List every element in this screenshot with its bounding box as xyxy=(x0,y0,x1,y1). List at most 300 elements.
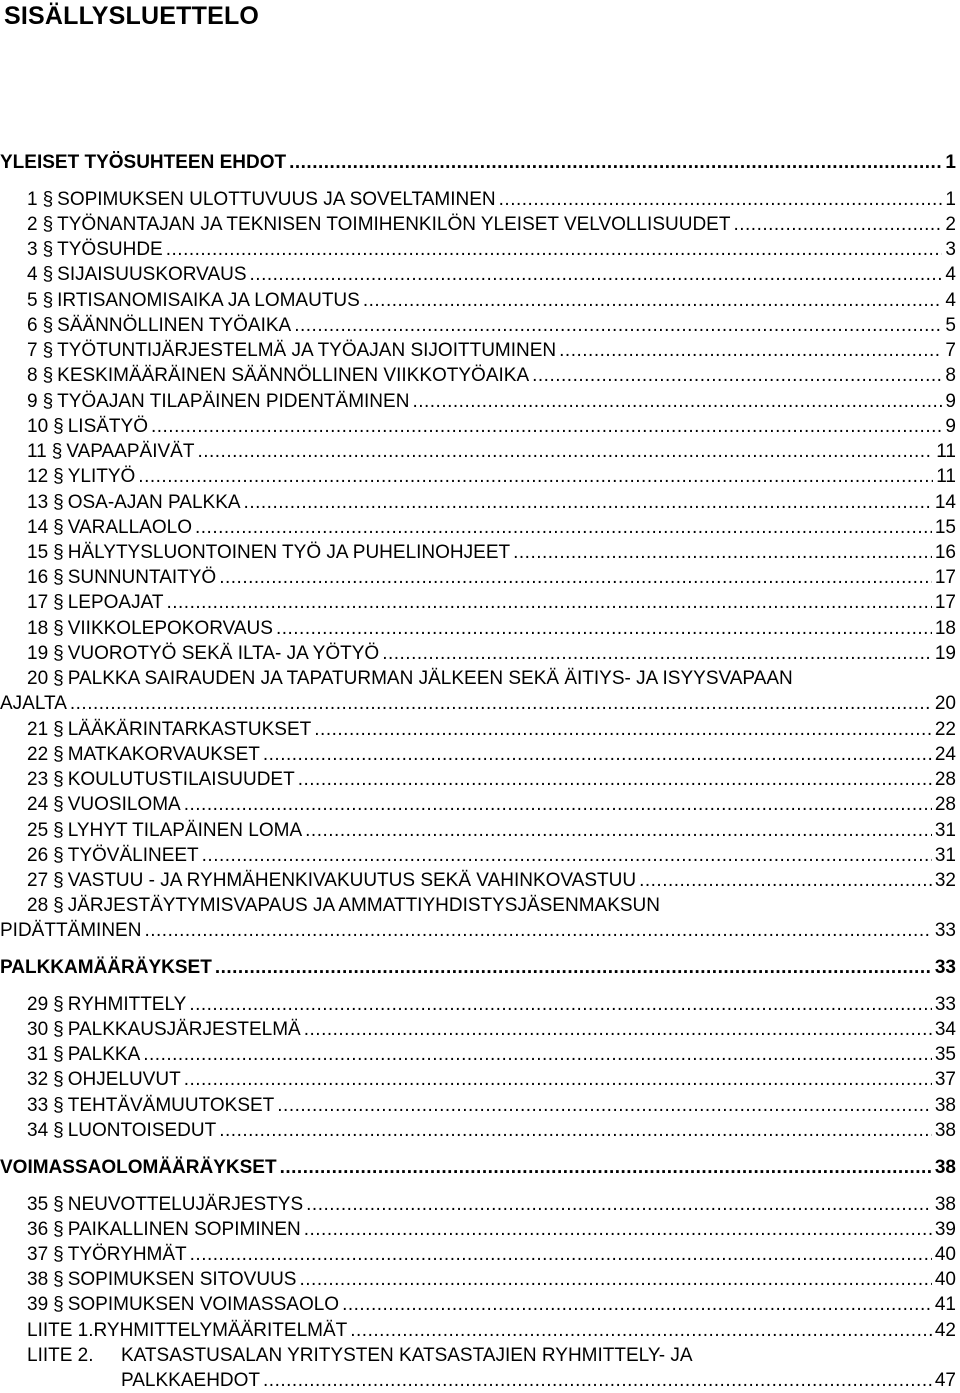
toc-row xyxy=(0,992,956,1017)
toc-row xyxy=(0,1093,956,1118)
section-number: 34 xyxy=(27,1120,49,1141)
entry-title: VUOSILOMA xyxy=(67,794,181,815)
toc-entry[interactable] xyxy=(0,641,956,666)
dot-leader xyxy=(189,992,932,1017)
dot-leader xyxy=(294,313,942,338)
section-number: 27 xyxy=(27,870,49,891)
entry-title: TYÖRYHMÄT xyxy=(67,1244,187,1265)
page-number: 47 xyxy=(934,1370,956,1391)
toc-row-continuation xyxy=(0,1368,956,1393)
section-symbol: § xyxy=(53,466,64,487)
section-number: 10 xyxy=(27,416,49,437)
section-number: 8 xyxy=(27,365,38,386)
dot-leader xyxy=(215,955,932,980)
toc-entry[interactable] xyxy=(0,742,956,767)
dot-leader xyxy=(143,1042,932,1067)
entry-title: VASTUU - JA RYHMÄHENKIVAKUUTUS SEKÄ VAHINKOVASTUU xyxy=(67,870,637,891)
dot-leader xyxy=(342,1292,932,1317)
entry-title: LÄÄKÄRINTARKASTUKSET xyxy=(67,719,312,740)
page-number: 1 xyxy=(945,152,956,173)
toc-row xyxy=(0,742,956,767)
toc-entry[interactable] xyxy=(0,237,956,262)
section-symbol: § xyxy=(53,1219,64,1240)
dot-leader xyxy=(513,540,932,565)
toc-row xyxy=(0,955,956,980)
section-symbol: § xyxy=(53,994,64,1015)
entry-title: NEUVOTTELUJÄRJESTYS xyxy=(67,1194,304,1215)
toc-entry[interactable] xyxy=(0,717,956,742)
toc-entry[interactable] xyxy=(0,464,956,489)
toc-entry[interactable] xyxy=(0,540,956,565)
page-number: 7 xyxy=(945,340,956,361)
toc-row xyxy=(0,288,956,313)
dot-leader xyxy=(639,868,932,893)
appendix-label: LIITE 1. xyxy=(27,1320,94,1341)
entry-title: JÄRJESTÄYTYMISVAPAUS JA AMMATTIYHDISTYSJÄSENMAKSUN xyxy=(67,895,660,916)
toc-heading[interactable] xyxy=(0,1155,956,1180)
toc-row-continuation xyxy=(0,918,956,943)
section-number: 35 xyxy=(27,1194,49,1215)
entry-title: YLITYÖ xyxy=(67,466,136,487)
toc-entry[interactable] xyxy=(0,262,956,287)
appendix-label: LIITE 2. xyxy=(27,1345,94,1366)
dot-leader xyxy=(559,338,942,363)
toc-row xyxy=(0,389,956,414)
dot-leader xyxy=(219,1118,932,1143)
dot-leader xyxy=(70,691,932,716)
section-number: 11 xyxy=(27,441,47,462)
dot-leader xyxy=(298,767,932,792)
section-number: 37 xyxy=(27,1244,49,1265)
page-number: 40 xyxy=(934,1244,956,1265)
toc-entry[interactable] xyxy=(0,992,956,1017)
entry-title: PALKKA SAIRAUDEN JA TAPATURMAN JÄLKEEN SEKÄ ÄITIYS- JA ISYYSVAPAAN xyxy=(67,668,793,689)
toc-heading[interactable] xyxy=(0,955,956,980)
entry-title: KATSASTUSALAN YRITYSTEN KATSASTAJIEN RYHMITTELY- JA xyxy=(121,1345,693,1366)
page-number: 20 xyxy=(934,693,956,714)
page-number: 38 xyxy=(934,1120,956,1141)
section-symbol: § xyxy=(42,340,54,361)
section-symbol: § xyxy=(53,744,64,765)
section-symbol: § xyxy=(53,1244,64,1265)
section-symbol: § xyxy=(53,592,64,613)
toc-row xyxy=(0,1242,956,1267)
toc-entry[interactable] xyxy=(0,1242,956,1267)
heading-title: PALKKAMÄÄRÄYKSET xyxy=(0,957,212,978)
section-symbol: § xyxy=(42,189,54,210)
toc-entry[interactable] xyxy=(0,767,956,792)
section-number: 36 xyxy=(27,1219,49,1240)
toc-entry[interactable] xyxy=(0,1267,956,1292)
toc-row xyxy=(0,439,956,464)
toc-entry[interactable] xyxy=(0,818,956,843)
page-number: 4 xyxy=(945,290,956,311)
dot-leader xyxy=(184,792,932,817)
toc-row xyxy=(0,490,956,515)
toc-row xyxy=(0,262,956,287)
page-number: 15 xyxy=(934,517,956,538)
entry-title: VUOROTYÖ SEKÄ ILTA- JA YÖTYÖ xyxy=(67,643,380,664)
dot-leader xyxy=(412,389,942,414)
entry-title: VARALLAOLO xyxy=(67,517,192,538)
section-symbol: § xyxy=(53,845,64,866)
dot-leader xyxy=(733,212,942,237)
section-number: 26 xyxy=(27,845,49,866)
section-symbol: § xyxy=(53,1044,64,1065)
toc-row xyxy=(0,1217,956,1242)
section-number: 38 xyxy=(27,1269,49,1290)
toc-row xyxy=(0,767,956,792)
entry-title-continuation: PIDÄTTÄMINEN xyxy=(0,920,142,941)
page-number: 42 xyxy=(934,1320,956,1341)
dot-leader xyxy=(363,288,943,313)
page-number: 4 xyxy=(945,264,956,285)
toc-row xyxy=(0,641,956,666)
entry-title: SIJAISUUSKORVAUS xyxy=(57,264,247,285)
section-symbol: § xyxy=(53,567,64,588)
entry-title: OSA-AJAN PALKKA xyxy=(67,492,241,513)
entry-title-continuation: PALKKAEHDOT xyxy=(121,1370,261,1391)
section-symbol: § xyxy=(53,1194,64,1215)
section-symbol: § xyxy=(42,239,54,260)
toc-row xyxy=(0,893,956,918)
dot-leader xyxy=(250,262,943,287)
dot-leader xyxy=(219,565,932,590)
section-number: 7 xyxy=(27,340,38,361)
toc-entry[interactable] xyxy=(0,868,956,893)
page-number: 38 xyxy=(934,1194,956,1215)
entry-title: IRTISANOMISAIKA JA LOMAUTUS xyxy=(57,290,360,311)
page-number: 32 xyxy=(934,870,956,891)
toc-row xyxy=(0,338,956,363)
dot-leader xyxy=(350,1318,932,1343)
toc-entry[interactable] xyxy=(0,666,956,716)
dot-leader xyxy=(166,237,943,262)
toc-entry[interactable] xyxy=(0,893,956,943)
page-number: 28 xyxy=(934,794,956,815)
toc-row xyxy=(0,843,956,868)
page-title: SISÄLLYSLUETTELO xyxy=(4,2,260,30)
entry-title: KOULUTUSTILAISUUDET xyxy=(67,769,295,790)
dot-leader xyxy=(280,1155,932,1180)
dot-leader xyxy=(306,1192,932,1217)
toc-entry[interactable] xyxy=(0,187,956,212)
toc-entry[interactable] xyxy=(0,1292,956,1317)
section-symbol: § xyxy=(53,870,64,891)
section-number: 9 xyxy=(27,391,38,412)
dot-leader xyxy=(244,490,932,515)
page-number: 39 xyxy=(934,1219,956,1240)
toc-row xyxy=(0,616,956,641)
dot-leader xyxy=(202,843,932,868)
entry-title: VIIKKOLEPOKORVAUS xyxy=(67,618,273,639)
page-number: 34 xyxy=(934,1019,956,1040)
section-number: 15 xyxy=(27,542,49,563)
dot-leader xyxy=(151,414,942,439)
page-number: 38 xyxy=(934,1095,956,1116)
toc-entry[interactable] xyxy=(0,1067,956,1092)
page-number: 35 xyxy=(934,1044,956,1065)
toc-row xyxy=(0,590,956,615)
page-number: 5 xyxy=(945,315,956,336)
page-number: 19 xyxy=(934,643,956,664)
toc-entry[interactable] xyxy=(0,1343,956,1393)
page-number: 31 xyxy=(934,845,956,866)
entry-title: KESKIMÄÄRÄINEN SÄÄNNÖLLINEN VIIKKOTYÖAIKA xyxy=(57,365,530,386)
dot-leader xyxy=(277,1093,932,1118)
section-number: 12 xyxy=(27,466,49,487)
section-symbol: § xyxy=(51,441,63,462)
toc-entry[interactable] xyxy=(0,590,956,615)
section-symbol: § xyxy=(53,1019,64,1040)
toc-row xyxy=(0,313,956,338)
section-symbol: § xyxy=(53,1294,64,1315)
toc-row xyxy=(0,1292,956,1317)
toc-row xyxy=(0,540,956,565)
section-number: 4 xyxy=(27,264,38,285)
toc-row xyxy=(0,717,956,742)
section-number: 29 xyxy=(27,994,49,1015)
page-number: 8 xyxy=(945,365,956,386)
section-number: 31 xyxy=(27,1044,49,1065)
toc-entry[interactable] xyxy=(0,414,956,439)
section-symbol: § xyxy=(53,1120,64,1141)
toc-row xyxy=(0,666,956,691)
dot-leader xyxy=(138,464,933,489)
dot-leader xyxy=(499,187,943,212)
section-symbol: § xyxy=(42,214,54,235)
toc-entry[interactable] xyxy=(0,843,956,868)
entry-title: SOPIMUKSEN SITOVUUS xyxy=(67,1269,297,1290)
section-number: 33 xyxy=(27,1095,49,1116)
page-number: 18 xyxy=(934,618,956,639)
entry-title: RYHMITTELY xyxy=(67,994,187,1015)
section-symbol: § xyxy=(53,1095,64,1116)
section-symbol: § xyxy=(42,391,54,412)
page-number: 17 xyxy=(934,567,956,588)
dot-leader xyxy=(314,717,932,742)
section-number: 17 xyxy=(27,592,49,613)
toc-row xyxy=(0,1042,956,1067)
section-number: 3 xyxy=(27,239,38,260)
toc-row xyxy=(0,1192,956,1217)
section-number: 16 xyxy=(27,567,49,588)
toc-row xyxy=(0,1155,956,1180)
dot-leader xyxy=(166,590,931,615)
section-number: 24 xyxy=(27,794,49,815)
dot-leader xyxy=(190,1242,932,1267)
toc-row xyxy=(0,1067,956,1092)
page-number: 33 xyxy=(934,994,956,1015)
section-symbol: § xyxy=(53,517,64,538)
dot-leader xyxy=(305,818,932,843)
toc-entry[interactable] xyxy=(0,565,956,590)
dot-leader xyxy=(184,1067,932,1092)
entry-title: SÄÄNNÖLLINEN TYÖAIKA xyxy=(57,315,292,336)
entry-title: SOPIMUKSEN VOIMASSAOLO xyxy=(67,1294,340,1315)
page-number: 22 xyxy=(934,719,956,740)
toc-heading[interactable] xyxy=(0,150,956,175)
section-number: 5 xyxy=(27,290,38,311)
entry-title: TYÖNANTAJAN JA TEKNISEN TOIMIHENKILÖN YLEISET VELVOLLISUUDET xyxy=(57,214,731,235)
dot-leader xyxy=(532,363,942,388)
page-number: 3 xyxy=(945,239,956,260)
page-number: 28 xyxy=(934,769,956,790)
dot-leader xyxy=(304,1217,932,1242)
toc-row-continuation xyxy=(0,691,956,716)
entry-title: TEHTÄVÄMUUTOKSET xyxy=(67,1095,275,1116)
dot-leader xyxy=(304,1017,932,1042)
page-number: 16 xyxy=(934,542,956,563)
toc-row xyxy=(0,792,956,817)
entry-title: OHJELUVUT xyxy=(67,1069,181,1090)
page-number: 33 xyxy=(934,920,956,941)
toc-row xyxy=(0,1267,956,1292)
section-symbol: § xyxy=(53,542,64,563)
entry-title: TYÖTUNTIJÄRJESTELMÄ JA TYÖAJAN SIJOITTUMINEN xyxy=(57,340,557,361)
page-number: 24 xyxy=(934,744,956,765)
entry-title: PALKKA xyxy=(67,1044,141,1065)
section-symbol: § xyxy=(53,895,64,916)
section-number: 19 xyxy=(27,643,49,664)
page-number: 38 xyxy=(934,1157,956,1178)
section-number: 20 xyxy=(27,668,49,689)
toc-entry[interactable] xyxy=(0,363,956,388)
section-number: 22 xyxy=(27,744,49,765)
toc-row xyxy=(0,187,956,212)
section-number: 13 xyxy=(27,492,49,513)
page-number: 41 xyxy=(934,1294,956,1315)
entry-title: RYHMITTELYMÄÄRITELMÄT xyxy=(93,1320,348,1341)
toc-entry[interactable] xyxy=(0,490,956,515)
section-symbol: § xyxy=(53,643,64,664)
toc-entry[interactable] xyxy=(0,1118,956,1143)
toc-row xyxy=(0,1118,956,1143)
entry-title: LYHYT TILAPÄINEN LOMA xyxy=(67,820,303,841)
toc-entry[interactable] xyxy=(0,616,956,641)
dot-leader xyxy=(299,1267,931,1292)
section-symbol: § xyxy=(42,264,54,285)
heading-title: YLEISET TYÖSUHTEEN EHDOT xyxy=(0,152,287,173)
page-number: 11 xyxy=(936,466,956,487)
toc-entry[interactable] xyxy=(0,389,956,414)
section-symbol: § xyxy=(53,492,64,513)
entry-title: SOPIMUKSEN ULOTTUVUUS JA SOVELTAMINEN xyxy=(57,189,496,210)
page-number: 9 xyxy=(945,416,956,437)
page-number: 1 xyxy=(945,189,956,210)
dot-leader xyxy=(197,439,933,464)
toc-row xyxy=(0,1318,956,1343)
section-symbol: § xyxy=(53,719,64,740)
toc-row xyxy=(0,212,956,237)
toc-row xyxy=(0,1343,956,1368)
toc-row xyxy=(0,1017,956,1042)
toc-row xyxy=(0,150,956,175)
entry-title: MATKAKORVAUKSET xyxy=(67,744,260,765)
section-symbol: § xyxy=(53,416,64,437)
entry-title: PALKKAUSJÄRJESTELMÄ xyxy=(67,1019,301,1040)
section-number: 23 xyxy=(27,769,49,790)
section-symbol: § xyxy=(42,315,54,336)
page-number: 17 xyxy=(934,592,956,613)
dot-leader xyxy=(276,616,932,641)
page-number: 40 xyxy=(934,1269,956,1290)
toc-entry[interactable] xyxy=(0,515,956,540)
toc-entry[interactable] xyxy=(0,1042,956,1067)
dot-leader xyxy=(382,641,932,666)
toc-entry[interactable] xyxy=(0,1093,956,1118)
section-symbol: § xyxy=(53,668,64,689)
section-number: 39 xyxy=(27,1294,49,1315)
section-number: 14 xyxy=(27,517,49,538)
section-number: 1 xyxy=(27,189,38,210)
dot-leader xyxy=(144,918,931,943)
toc-row xyxy=(0,565,956,590)
section-symbol: § xyxy=(42,290,54,311)
section-number: 32 xyxy=(27,1069,49,1090)
toc-row xyxy=(0,464,956,489)
entry-title: LUONTOISEDUT xyxy=(67,1120,217,1141)
dot-leader xyxy=(289,150,942,175)
toc-row xyxy=(0,515,956,540)
page-number: 14 xyxy=(934,492,956,513)
entry-title: VAPAAPÄIVÄT xyxy=(66,441,195,462)
section-number: 28 xyxy=(27,895,49,916)
entry-title: TYÖAJAN TILAPÄINEN PIDENTÄMINEN xyxy=(57,391,410,412)
entry-title: SUNNUNTAITYÖ xyxy=(67,567,217,588)
section-number: 2 xyxy=(27,214,38,235)
entry-title: HÄLYTYSLUONTOINEN TYÖ JA PUHELINOHJEET xyxy=(67,542,511,563)
page-number: 33 xyxy=(934,957,956,978)
toc-entry[interactable] xyxy=(0,288,956,313)
entry-title: LISÄTYÖ xyxy=(67,416,148,437)
dot-leader xyxy=(263,1368,932,1393)
section-symbol: § xyxy=(53,794,64,815)
page-number: 11 xyxy=(936,441,956,462)
toc-entry[interactable] xyxy=(0,313,956,338)
toc-entry[interactable] xyxy=(0,1192,956,1217)
heading-title: VOIMASSAOLOMÄÄRÄYKSET xyxy=(0,1157,277,1178)
entry-title: LEPOAJAT xyxy=(67,592,164,613)
section-number: 30 xyxy=(27,1019,49,1040)
toc-entry[interactable] xyxy=(0,338,956,363)
section-symbol: § xyxy=(53,769,64,790)
section-symbol: § xyxy=(53,618,64,639)
entry-title: TYÖVÄLINEET xyxy=(67,845,199,866)
section-symbol: § xyxy=(53,820,64,841)
section-number: 18 xyxy=(27,618,49,639)
toc-entry[interactable] xyxy=(0,792,956,817)
section-number: 6 xyxy=(27,315,38,336)
dot-leader xyxy=(263,742,932,767)
toc-row xyxy=(0,868,956,893)
section-symbol: § xyxy=(42,365,54,386)
entry-title: PAIKALLINEN SOPIMINEN xyxy=(67,1219,301,1240)
toc-row xyxy=(0,818,956,843)
toc-row xyxy=(0,237,956,262)
toc-entry[interactable] xyxy=(0,212,956,237)
section-symbol: § xyxy=(53,1269,64,1290)
dot-leader xyxy=(195,515,932,540)
page-number: 9 xyxy=(945,391,956,412)
toc-row xyxy=(0,414,956,439)
toc-entry[interactable] xyxy=(0,1017,956,1042)
entry-title-continuation: AJALTA xyxy=(0,693,67,714)
toc-row xyxy=(0,363,956,388)
toc-entry[interactable] xyxy=(0,439,956,464)
toc-entry[interactable] xyxy=(0,1217,956,1242)
toc-entry[interactable] xyxy=(0,1318,956,1343)
